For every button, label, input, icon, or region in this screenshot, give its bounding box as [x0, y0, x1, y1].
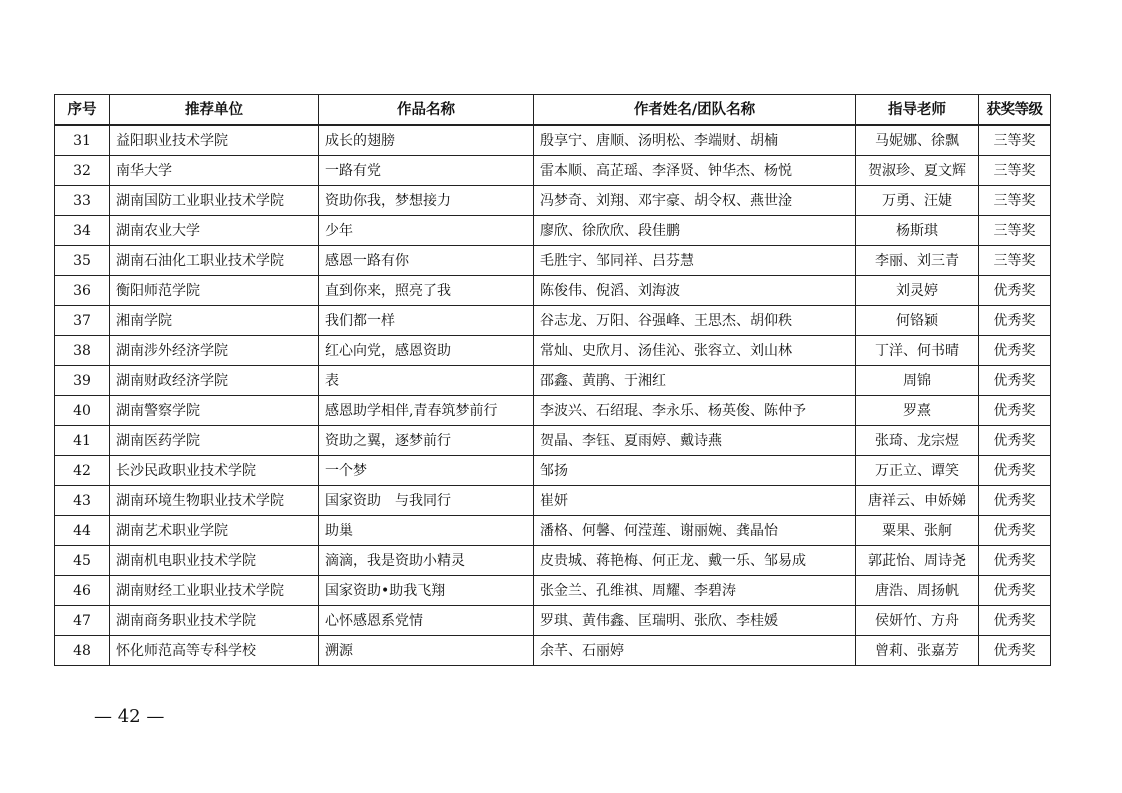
cell-award: 三等奖 [979, 125, 1051, 156]
table-body [55, 125, 1051, 666]
cell-teacher: 李丽、刘三青 [856, 246, 979, 276]
table-row [55, 546, 1051, 576]
cell-award: 三等奖 [979, 216, 1051, 246]
cell-num: 39 [55, 366, 110, 396]
cell-num: 42 [55, 456, 110, 486]
cell-work: 溯源 [319, 636, 534, 666]
cell-unit: 怀化师范高等专科学校 [110, 636, 319, 666]
table-row [55, 156, 1051, 186]
cell-work: 成长的翅膀 [319, 125, 534, 156]
cell-award: 优秀奖 [979, 516, 1051, 546]
table-row [55, 486, 1051, 516]
cell-unit: 湖南石油化工职业技术学院 [110, 246, 319, 276]
cell-authors: 贺晶、李钰、夏雨婷、戴诗燕 [534, 426, 856, 456]
cell-unit: 湖南艺术职业学院 [110, 516, 319, 546]
cell-work: 国家资助 与我同行 [319, 486, 534, 516]
cell-authors: 陈俊伟、倪滔、刘海波 [534, 276, 856, 306]
cell-unit: 湖南农业大学 [110, 216, 319, 246]
table-row [55, 276, 1051, 306]
cell-teacher: 唐祥云、申娇娣 [856, 486, 979, 516]
cell-work: 感恩助学相伴,青春筑梦前行 [319, 396, 534, 426]
cell-work: 感恩一路有你 [319, 246, 534, 276]
cell-work: 直到你来，照亮了我 [319, 276, 534, 306]
cell-work: 国家资助•助我飞翔 [319, 576, 534, 606]
table-row [55, 246, 1051, 276]
cell-award: 优秀奖 [979, 306, 1051, 336]
cell-award: 优秀奖 [979, 336, 1051, 366]
cell-authors: 殷享宁、唐顺、汤明松、李端财、胡楠 [534, 125, 856, 156]
cell-teacher: 侯妍竹、方舟 [856, 606, 979, 636]
cell-teacher: 周锦 [856, 366, 979, 396]
cell-authors: 雷本顺、高芷瑶、李泽贤、钟华杰、杨悦 [534, 156, 856, 186]
cell-teacher: 刘灵婷 [856, 276, 979, 306]
header-row [55, 95, 1051, 126]
header-num: 序号 [55, 95, 110, 126]
cell-authors: 李波兴、石绍琨、李永乐、杨英俊、陈仲予 [534, 396, 856, 426]
cell-teacher: 曾莉、张嘉芳 [856, 636, 979, 666]
cell-num: 33 [55, 186, 110, 216]
table-row [55, 606, 1051, 636]
cell-unit: 湖南财政经济学院 [110, 366, 319, 396]
cell-award: 优秀奖 [979, 576, 1051, 606]
cell-authors: 毛胜宇、邹同祥、吕芬慧 [534, 246, 856, 276]
cell-num: 31 [55, 125, 110, 156]
header-award: 获奖等级 [979, 95, 1051, 126]
cell-work: 心怀感恩系党情 [319, 606, 534, 636]
cell-num: 44 [55, 516, 110, 546]
cell-unit: 南华大学 [110, 156, 319, 186]
table-row [55, 186, 1051, 216]
cell-work: 滴滴，我是资助小精灵 [319, 546, 534, 576]
cell-award: 优秀奖 [979, 276, 1051, 306]
table-row [55, 396, 1051, 426]
cell-unit: 湖南财经工业职业技术学院 [110, 576, 319, 606]
table-row [55, 336, 1051, 366]
award-table [54, 94, 1051, 666]
cell-teacher: 贺淑珍、夏文辉 [856, 156, 979, 186]
cell-teacher: 张琦、龙宗煜 [856, 426, 979, 456]
cell-unit: 衡阳师范学院 [110, 276, 319, 306]
cell-num: 37 [55, 306, 110, 336]
cell-unit: 长沙民政职业技术学院 [110, 456, 319, 486]
cell-teacher: 马妮娜、徐飘 [856, 125, 979, 156]
cell-authors: 冯梦奇、刘翔、邓宇豪、胡令权、燕世淦 [534, 186, 856, 216]
cell-authors: 皮贵城、蒋艳梅、何正龙、戴一乐、邹易成 [534, 546, 856, 576]
cell-award: 优秀奖 [979, 636, 1051, 666]
cell-award: 优秀奖 [979, 546, 1051, 576]
cell-teacher: 罗熹 [856, 396, 979, 426]
cell-work: 资助你我，梦想接力 [319, 186, 534, 216]
page-number: — 42 — [94, 706, 165, 727]
cell-num: 48 [55, 636, 110, 666]
cell-work: 一路有党 [319, 156, 534, 186]
cell-authors: 潘格、何馨、何滢莲、谢丽婉、龚晶怡 [534, 516, 856, 546]
table-row [55, 366, 1051, 396]
cell-teacher: 唐浩、周扬帆 [856, 576, 979, 606]
cell-award: 优秀奖 [979, 366, 1051, 396]
cell-work: 我们都一样 [319, 306, 534, 336]
cell-num: 36 [55, 276, 110, 306]
cell-unit: 湖南机电职业技术学院 [110, 546, 319, 576]
cell-authors: 邹扬 [534, 456, 856, 486]
cell-num: 41 [55, 426, 110, 456]
table-row [55, 456, 1051, 486]
cell-authors: 邵鑫、黄鹃、于湘红 [534, 366, 856, 396]
cell-authors: 崔妍 [534, 486, 856, 516]
cell-award: 优秀奖 [979, 606, 1051, 636]
table-row [55, 125, 1051, 156]
cell-award: 优秀奖 [979, 486, 1051, 516]
cell-work: 红心向党，感恩资助 [319, 336, 534, 366]
cell-num: 32 [55, 156, 110, 186]
header-authors: 作者姓名/团队名称 [534, 95, 856, 126]
cell-teacher: 万勇、汪婕 [856, 186, 979, 216]
table-row [55, 426, 1051, 456]
cell-unit: 湖南涉外经济学院 [110, 336, 319, 366]
table-row [55, 636, 1051, 666]
cell-teacher: 郭茈怡、周诗尧 [856, 546, 979, 576]
cell-num: 34 [55, 216, 110, 246]
cell-authors: 谷志龙、万阳、谷强峰、王思杰、胡仰秩 [534, 306, 856, 336]
table-row [55, 216, 1051, 246]
cell-work: 助巢 [319, 516, 534, 546]
header-work: 作品名称 [319, 95, 534, 126]
cell-num: 46 [55, 576, 110, 606]
cell-unit: 湖南警察学院 [110, 396, 319, 426]
cell-work: 一个梦 [319, 456, 534, 486]
table-header [55, 95, 1051, 126]
cell-unit: 湖南环境生物职业技术学院 [110, 486, 319, 516]
cell-num: 47 [55, 606, 110, 636]
cell-authors: 常灿、史欣月、汤佳沁、张容立、刘山林 [534, 336, 856, 366]
cell-unit: 湘南学院 [110, 306, 319, 336]
cell-teacher: 丁洋、何书晴 [856, 336, 979, 366]
cell-unit: 湖南商务职业技术学院 [110, 606, 319, 636]
cell-num: 38 [55, 336, 110, 366]
cell-num: 45 [55, 546, 110, 576]
cell-unit: 湖南医药学院 [110, 426, 319, 456]
cell-num: 35 [55, 246, 110, 276]
cell-teacher: 万正立、谭笑 [856, 456, 979, 486]
table-row [55, 306, 1051, 336]
header-teacher: 指导老师 [856, 95, 979, 126]
cell-work: 少年 [319, 216, 534, 246]
cell-teacher: 粟果、张舸 [856, 516, 979, 546]
cell-authors: 罗琪、黄伟鑫、匡瑞明、张欣、李桂媛 [534, 606, 856, 636]
table-row [55, 576, 1051, 606]
cell-award: 优秀奖 [979, 426, 1051, 456]
cell-num: 43 [55, 486, 110, 516]
cell-authors: 张金兰、孔维祺、周耀、李碧涛 [534, 576, 856, 606]
cell-teacher: 杨斯琪 [856, 216, 979, 246]
cell-num: 40 [55, 396, 110, 426]
cell-work: 表 [319, 366, 534, 396]
cell-work: 资助之翼，逐梦前行 [319, 426, 534, 456]
cell-teacher: 何铬颖 [856, 306, 979, 336]
cell-award: 三等奖 [979, 156, 1051, 186]
cell-authors: 余芊、石丽婷 [534, 636, 856, 666]
cell-unit: 益阳职业技术学院 [110, 125, 319, 156]
cell-award: 优秀奖 [979, 396, 1051, 426]
header-unit: 推荐单位 [110, 95, 319, 126]
cell-award: 三等奖 [979, 186, 1051, 216]
cell-authors: 廖欣、徐欣欣、段佳鹏 [534, 216, 856, 246]
cell-award: 三等奖 [979, 246, 1051, 276]
cell-unit: 湖南国防工业职业技术学院 [110, 186, 319, 216]
cell-award: 优秀奖 [979, 456, 1051, 486]
table-row [55, 516, 1051, 546]
